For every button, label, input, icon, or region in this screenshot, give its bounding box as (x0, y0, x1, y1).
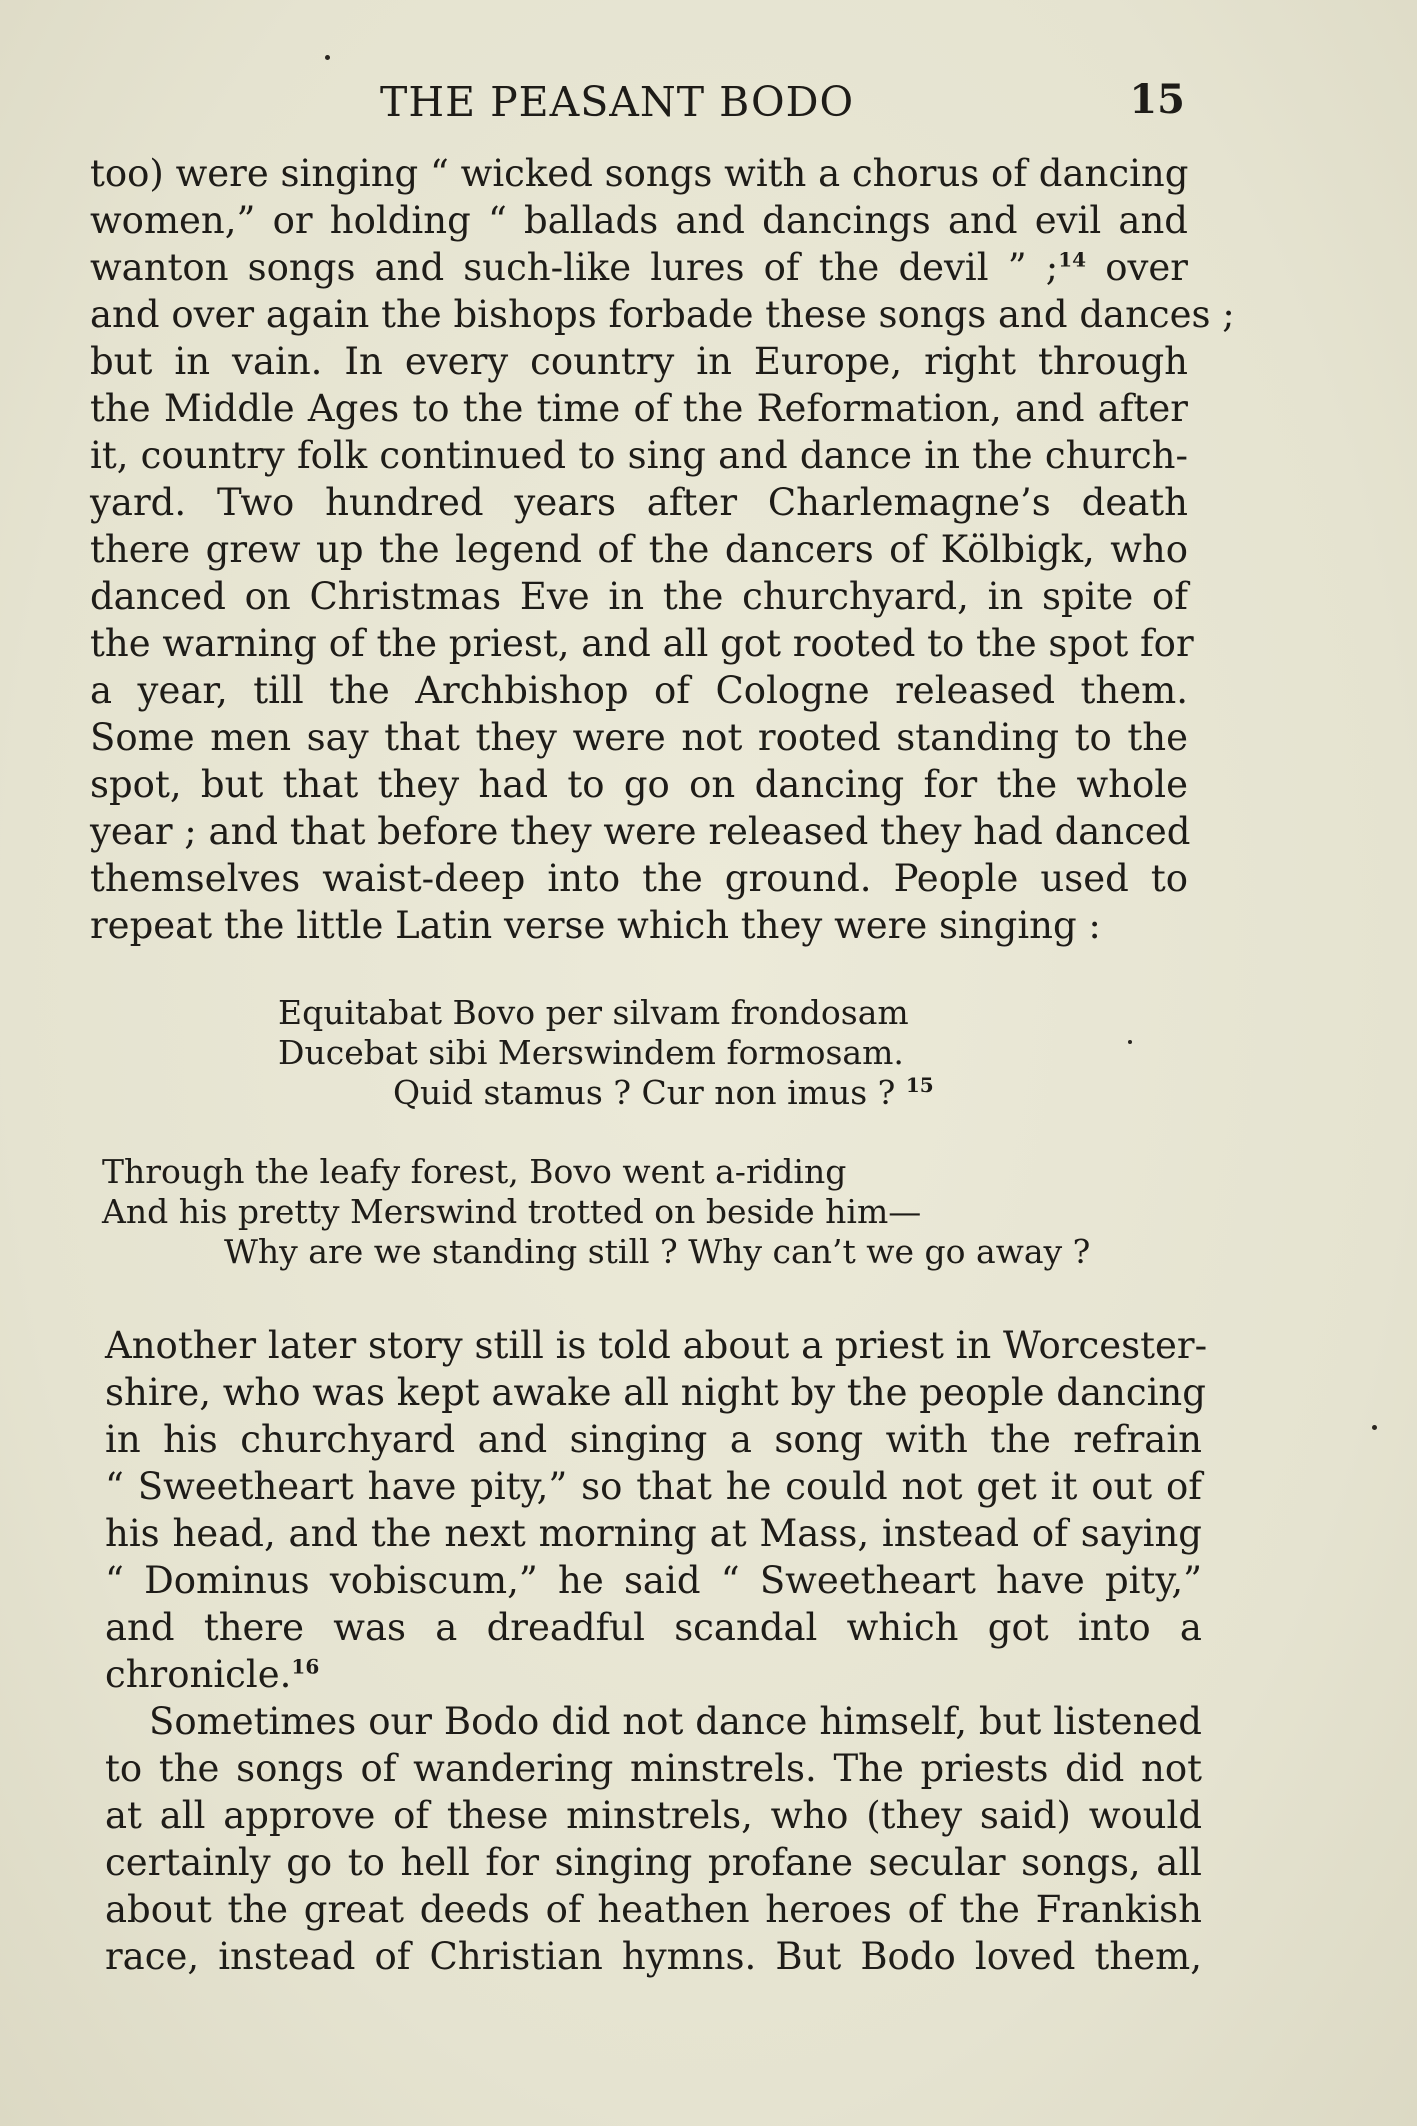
text-line: a year, till the Archbishop of Cologne released them. (90, 669, 1188, 712)
text-line: about the great deeds of heathen heroes of the Frankish (105, 1888, 1202, 1931)
text-line: race, instead of Christian hymns. But Bodo loved them, (105, 1935, 1202, 1978)
text-line: danced on Christmas Eve in the churchyard, in spite of (90, 575, 1188, 618)
text-line-with-footnote (105, 1651, 1202, 1698)
text-line: year ; and that before they were released they had danced (90, 810, 1191, 853)
text-line-with-footnote (90, 244, 1188, 291)
verse-line: Through the leafy forest, Bovo went a-riding (102, 1152, 847, 1191)
paragraph-1 (90, 150, 1235, 949)
text-line: Sometimes our Bodo did not dance himself, but listened (149, 1700, 1202, 1743)
page-header (90, 70, 1185, 130)
text-line: it, country folk continued to sing and dance in the church- (90, 434, 1188, 477)
text-fragment: over (1105, 246, 1188, 289)
running-title: THE PEASANT BODO (380, 78, 855, 126)
text-line: women,” or holding “ ballads and dancings and evil and (90, 199, 1188, 242)
text-line: at all approve of these minstrels, who (they said) would (105, 1794, 1202, 1837)
text-line: Another later story still is told about a priest in Worcester- (105, 1324, 1208, 1367)
text-line: the Middle Ages to the time of the Reformation, and after (90, 387, 1188, 430)
text-line: his head, and the next morning at Mass, instead of saying (105, 1512, 1202, 1555)
verse-line: And his pretty Merswind trotted on beside him— (102, 1192, 922, 1231)
verse-fragment: Quid stamus ? Cur non imus ? (393, 1073, 896, 1112)
latin-verse (278, 993, 934, 1113)
verse-line: Ducebat sibi Merswindem formosam. (278, 1033, 904, 1072)
page-number: 15 (1129, 76, 1185, 123)
text-line: and there was a dreadful scandal which got into a (105, 1606, 1202, 1649)
text-line: and over again the bishops forbade these songs and dances ; (90, 293, 1235, 336)
text-fragment: chronicle. (105, 1653, 292, 1696)
footnote-ref: 14 (1058, 247, 1087, 272)
text-fragment: wanton songs and such-like lures of the devil ” ; (90, 246, 1059, 289)
ink-speck (325, 55, 330, 60)
text-line: Some men say that they were not rooted standing to the (90, 716, 1188, 759)
text-line: yard. Two hundred years after Charlemagne’s death (90, 481, 1188, 524)
paragraph-2-and-3 (105, 1322, 1208, 1980)
text-line: to the songs of wandering minstrels. The priests did not (105, 1747, 1202, 1790)
footnote-ref: 16 (291, 1654, 320, 1679)
text-line: too) were singing “ wicked songs with a chorus of dancing (90, 152, 1189, 195)
text-line: in his churchyard and singing a song with the refrain (105, 1418, 1202, 1461)
text-line: the warning of the priest, and all got rooted to the spot for (90, 622, 1194, 665)
verse-line: Equitabat Bovo per silvam frondosam (278, 993, 909, 1032)
text-line: there grew up the legend of the dancers of Kölbigk, who (90, 528, 1188, 571)
text-line: shire, who was kept awake all night by the people dancing (105, 1371, 1206, 1414)
text-line: repeat the little Latin verse which they were singing : (90, 904, 1101, 947)
ink-speck (1372, 1425, 1377, 1430)
text-line: certainly go to hell for singing profane secular songs, all (105, 1841, 1202, 1884)
text-line: themselves waist-deep into the ground. People used to (90, 857, 1188, 900)
verse-line-with-footnote (278, 1073, 934, 1113)
english-verse (102, 1152, 1090, 1272)
text-line: but in vain. In every country in Europe, right through (90, 340, 1188, 383)
footnote-ref: 15 (905, 1073, 934, 1097)
text-line: “ Sweetheart have pity,” so that he could not get it out of (105, 1465, 1202, 1508)
text-line: spot, but that they had to go on dancing for the whole (90, 763, 1188, 806)
text-line: “ Dominus vobiscum,” he said “ Sweetheart have pity,” (105, 1559, 1202, 1602)
ink-speck (1128, 1040, 1132, 1044)
verse-line: Why are we standing still ? Why can’t we go away ? (224, 1232, 1091, 1271)
